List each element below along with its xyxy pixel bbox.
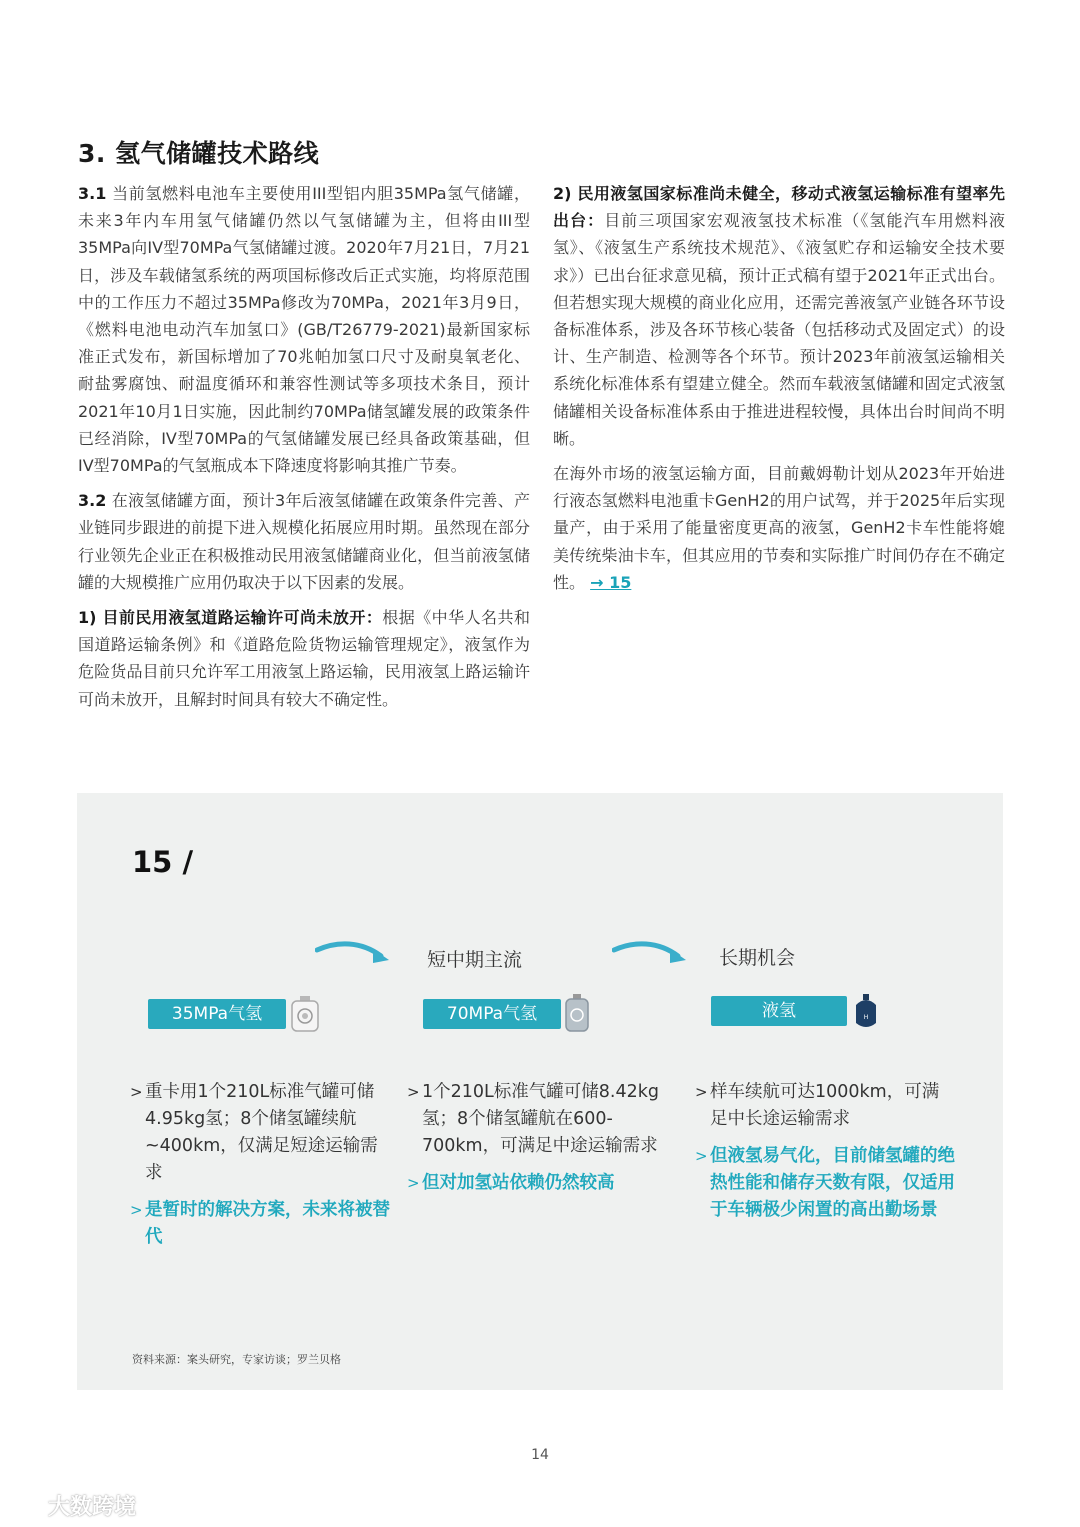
watermark-text: 大数跨境 [48, 1495, 137, 1520]
arrow-right-icon [612, 939, 688, 965]
factor-heading: 1) 目前民用液氢道路运输许可尚未放开： [78, 608, 383, 628]
paragraph-overseas [553, 460, 1005, 596]
highlight-bullet: > 但液氢易气化，目前储氢罐的绝热性能和储存天数有限，仅适用于车辆极少闲置的高出勤场景 [695, 1143, 955, 1224]
watermark-logo [8, 1490, 136, 1521]
highlight-bullet: > 是暂时的解决方案，未来将被替代 [130, 1197, 390, 1251]
paragraph-3-1 [78, 180, 530, 479]
stage-3-bullets [695, 1079, 955, 1234]
gas-tank-35mpa-icon [290, 995, 320, 1033]
paragraph-text: 当前氢燃料电池车主要使用III型铝内胆35MPa氢气储罐，未来3年内车用氢气储罐仍然以气氢储罐为主，但将由III型35MPa向IV型70MPa气氢储罐过渡。2020年7月21日，7月21日，涉及车载储氢系统的两项国标修改后正式实施，均将原范围中的工作压力不超过35MPa修改为70MPa，2021年3月9日，《燃料电池电动汽车加氢口》(GB/T26779-2021)最新国家标准正式发布，新国标增加了70兆帕加氢口尺寸及耐臭氧老化、耐盐雾腐蚀、耐温度循环和兼容性测试等多项技术条目，预计2021年10月1日实施，因此制约70MPa储氢罐发展的政策条件已经消除，IV型70MPa的气氢储罐发展已经具备政策基础，但IV型70MPa的气氢瓶成本下降速度将影响其推广节奏。 [78, 184, 530, 476]
paragraph-text: 根据《中华人名共和国道路运输条例》和《道路危险货物运输管理规定》，液氢作为危险货品目前只允许军工用液氢上路运输，民用液氢上路运输许可尚未放开，且解封时间具有较大不确定性。 [78, 608, 530, 709]
pill-35mpa: 35MPa气氢 [148, 999, 286, 1029]
stage-1-bullets [130, 1079, 390, 1261]
stage-2-bullets [407, 1079, 667, 1207]
svg-text:H: H [863, 1014, 869, 1021]
figure-source: 资料来源：案头研究，专家访谈；罗兰贝格 [132, 1353, 341, 1366]
figure-reference-link[interactable]: → 15 [590, 572, 632, 592]
gas-tank-70mpa-icon [564, 993, 590, 1033]
section-title: 3. 氢气储罐技术路线 [78, 139, 320, 168]
paragraph-factor-1 [78, 604, 530, 713]
bullet-point: > 样车续航可达1000km，可满足中长途运输需求 [695, 1079, 955, 1133]
paragraph-factor-2 [553, 180, 1005, 452]
arrow-right-icon [315, 939, 391, 965]
paragraph-3-2 [78, 487, 530, 596]
paragraph-number: 3.2 [78, 491, 107, 511]
bullet-point: > 重卡用1个210L标准气罐可储4.95kg氢；8个储氢罐续航~400km，仅满足短途运输需求 [130, 1079, 390, 1187]
paragraph-text: 在海外市场的液氢运输方面，目前戴姆勒计划从2023年开始进行液态氢燃料电池重卡GenH2的用户试驾，并于2025年后实现量产，由于采用了能量密度更高的液氢，GenH2卡车性能将媲美传统柴油卡车，但其应用的节奏和实际推广时间仍存在不确定性。 [553, 464, 1005, 592]
right-column [553, 180, 1005, 604]
stage-label-long-term: 长期机会 [719, 947, 796, 969]
watermark-icon [8, 1496, 48, 1520]
left-column [78, 180, 530, 721]
pill-70mpa: 70MPa气氢 [423, 999, 561, 1029]
figure-number: 15 / [132, 845, 194, 879]
page-number: 14 [531, 1447, 549, 1463]
figure-15 [77, 793, 1003, 1390]
paragraph-text: 在液氢储罐方面，预计3年后液氢储罐在政策条件完善、产业链同步跟进的前提下进入规模化拓展应用时期。虽然现在部分行业领先企业正在积极推动民用液氢储罐商业化，但当前液氢储罐的大规模推广应用仍取决于以下因素的发展。 [78, 491, 530, 592]
factor-heading: 2) 民用液氢国家标准尚未健全，移动式液氢运输标准有望率先出台： [553, 184, 1005, 231]
liquid-hydrogen-tank-icon [852, 993, 880, 1031]
bullet-point: > 1个210L标准气罐可储8.42kg氢；8个储氢罐航在600-700km，可满足中途运输需求 [407, 1079, 667, 1160]
highlight-bullet: > 但对加氢站依赖仍然较高 [407, 1170, 667, 1197]
pill-liquid-hydrogen: 液氢 [711, 996, 847, 1026]
paragraph-number: 3.1 [78, 184, 107, 203]
stage-label-short-mid-term: 短中期主流 [427, 949, 523, 971]
paragraph-text: 目前三项国家宏观液氢技术标准（《氢能汽车用燃料液氢》、《液氢生产系统技术规范》、《液氢贮存和运输安全技术要求》）已出台征求意见稿，预计正式稿有望于2021年正式出台。但若想实现大规模的商业化应用，还需完善液氢产业链各环节设备标准体系，涉及各环节核心装备（包括移动式及固定式）的设计、生产制造、检测等各个环节。预计2023年前液氢运输相关系统化标准体系有望建立健全。然而车载液氢储罐和固定式液氢储罐相关设备标准体系由于推进进程较慢，具体出台时间尚不明晰。 [553, 211, 1005, 448]
